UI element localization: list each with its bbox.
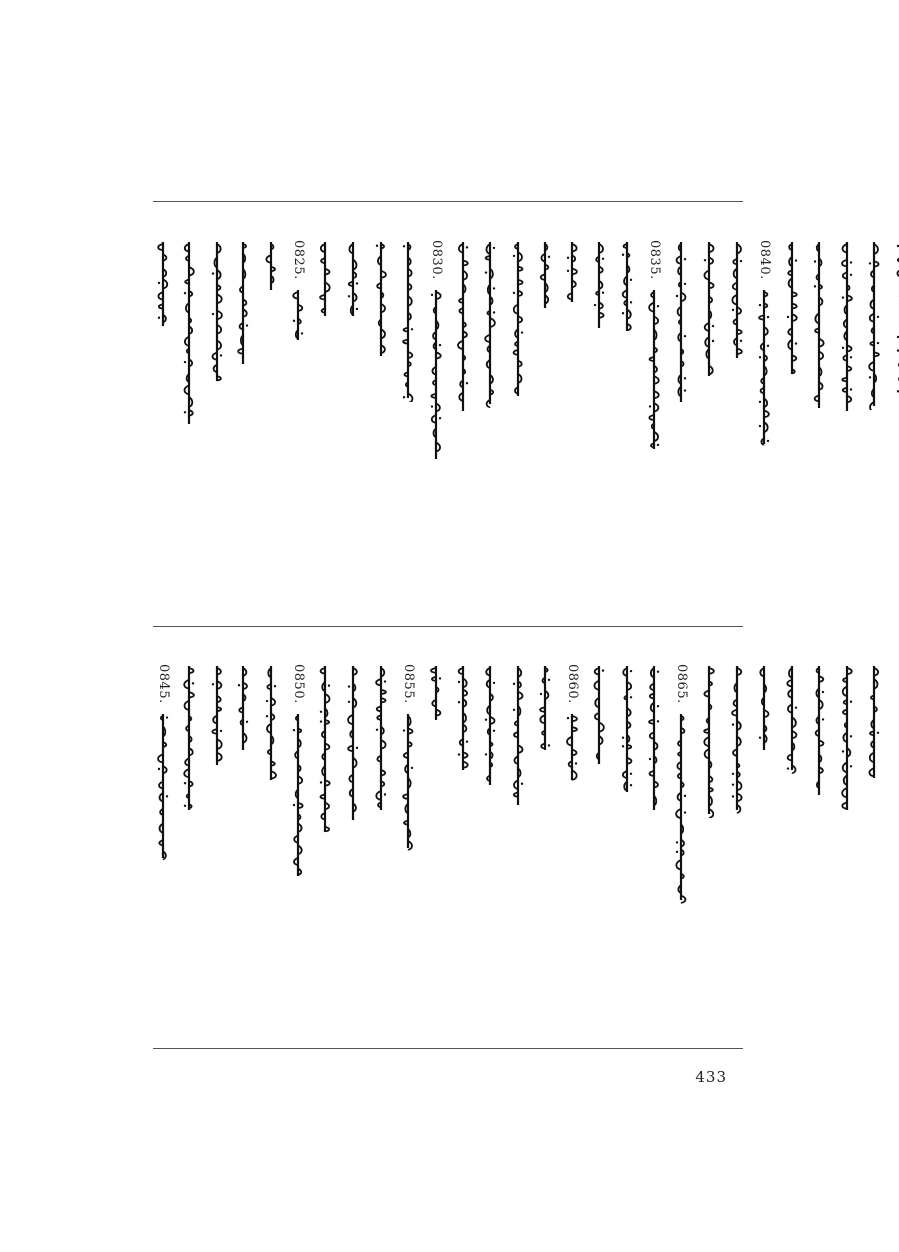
upper-verse-block [153,240,772,660]
upper-verse-line [699,240,719,660]
mongolian-script-line [730,664,744,814]
lower-verse-line [535,664,555,1084]
upper-verse-line [754,240,774,660]
mongolian-script-line [565,240,579,306]
mongolian-script-line [346,240,360,320]
mongolian-script-line [867,240,881,410]
mongolian-script-line [511,664,525,809]
upper-verse-line [315,240,335,660]
line-number: 0835. [647,240,662,280]
mongolian-script-line [511,240,525,400]
upper-verse-line [535,240,555,660]
mongolian-script-line [730,240,744,362]
mongolian-script-line [674,240,688,406]
upper-verse-line [562,240,582,660]
mongolian-script-line [156,240,170,330]
lower-verse-line [644,664,664,1084]
lower-verse-line [864,664,884,1084]
upper-verse-line [426,240,446,660]
mongolian-script-line [291,288,305,344]
upper-verse-line [727,240,747,660]
mongolian-script-line [318,240,332,320]
mongolian-script-line [236,240,250,368]
mongolian-script-line [592,664,606,768]
mongolian-script-line [840,240,854,415]
mongolian-script-line [647,288,661,453]
upper-verse-line [617,240,637,660]
mongolian-script-line [647,664,661,814]
mongolian-script-line [785,664,799,774]
lower-verse-line [671,664,691,1084]
line-number: 0850. [291,664,306,704]
upper-verse-line [153,240,173,660]
mongolian-script-line [210,664,224,769]
lower-verse-line [153,664,173,1084]
mongolian-script-line [565,712,579,784]
lower-verse-line [207,664,227,1084]
mongolian-script-line [456,240,470,415]
line-number: 0830. [429,240,444,280]
lower-verse-block [153,664,743,1084]
upper-verse-line [233,240,253,660]
mongolian-script-line [538,664,552,754]
mongolian-script-line [812,240,826,412]
lower-verse-line [589,664,609,1084]
lower-verse-line [288,664,308,1084]
mongolian-script-line [840,664,854,814]
mongolian-script-line [592,240,606,332]
mongolian-script-line [401,712,415,852]
upper-verse-line [589,240,609,660]
mongolian-script-line [620,664,634,796]
upper-verse-line [864,240,884,660]
mongolian-script-line [757,664,771,754]
upper-verse-line [343,240,363,660]
upper-verse-line [453,240,473,660]
upper-verse-line [179,240,199,660]
mongolian-script-line [182,240,196,428]
upper-verse-line [837,240,857,660]
mongolian-script-line [785,240,799,378]
mongolian-script-line [346,664,360,824]
mongolian-script-line [538,240,552,312]
lower-verse-line [727,664,747,1084]
upper-verse-line [782,240,802,660]
lower-verse-line [617,664,637,1084]
upper-verse-line [671,240,691,660]
mongolian-script-line [483,240,497,408]
mongolian-script-line [757,288,771,448]
mongolian-script-line [895,240,899,408]
lower-verse-line [480,664,500,1084]
lower-verse-line [315,664,335,1084]
mongolian-script-line [702,240,716,380]
upper-verse-line [261,240,281,660]
mongolian-script-line [374,664,388,814]
upper-verse-line [398,240,418,660]
mongolian-script-line [291,712,305,880]
mongolian-script-line [264,240,278,294]
mongolian-script-line [182,664,196,814]
upper-verse-line [207,240,227,660]
line-number: 0865. [674,664,689,704]
mongolian-script-line [867,664,881,782]
mongolian-script-line [702,664,716,818]
lower-verse-line [426,664,446,1084]
line-number: 0855. [401,664,416,704]
mongolian-script-line [620,240,634,335]
lower-verse-line [233,664,253,1084]
lower-verse-line [398,664,418,1084]
lower-verse-line [809,664,829,1084]
upper-verse-line [644,240,664,660]
upper-verse-line [892,240,899,660]
mongolian-script-line [483,664,497,789]
upper-verse-line [288,240,308,660]
line-number: 0845. [156,664,171,704]
lower-verse-line [699,664,719,1084]
mongolian-script-line [429,664,443,724]
lower-verse-line [754,664,774,1084]
line-number: 0825. [291,240,306,280]
mongolian-script-line [210,240,224,385]
lower-verse-line [837,664,857,1084]
upper-verse-line [809,240,829,660]
lower-verse-line [508,664,528,1084]
mongolian-script-line [401,240,415,402]
mongolian-script-line [236,664,250,754]
upper-verse-line [480,240,500,660]
mongolian-script-line [318,664,332,836]
lower-verse-line [261,664,281,1084]
line-number: 0860. [565,664,580,704]
mongolian-script-line [264,664,278,784]
mongolian-script-line [812,664,826,799]
mongolian-script-line [456,664,470,774]
lower-verse-line [453,664,473,1084]
mongolian-script-line [429,288,443,463]
mongolian-script-line [674,712,688,904]
mongolian-script-line [374,240,388,360]
lower-verse-line [371,664,391,1084]
line-number: 0840. [757,240,772,280]
lower-verse-line [782,664,802,1084]
upper-verse-line [508,240,528,660]
lower-verse-line [179,664,199,1084]
lower-verse-line [343,664,363,1084]
page-number: 433 [695,1068,727,1086]
lower-verse-line [562,664,582,1084]
upper-verse-line [371,240,391,660]
mongolian-script-line [156,712,170,862]
top-rule [153,201,743,202]
